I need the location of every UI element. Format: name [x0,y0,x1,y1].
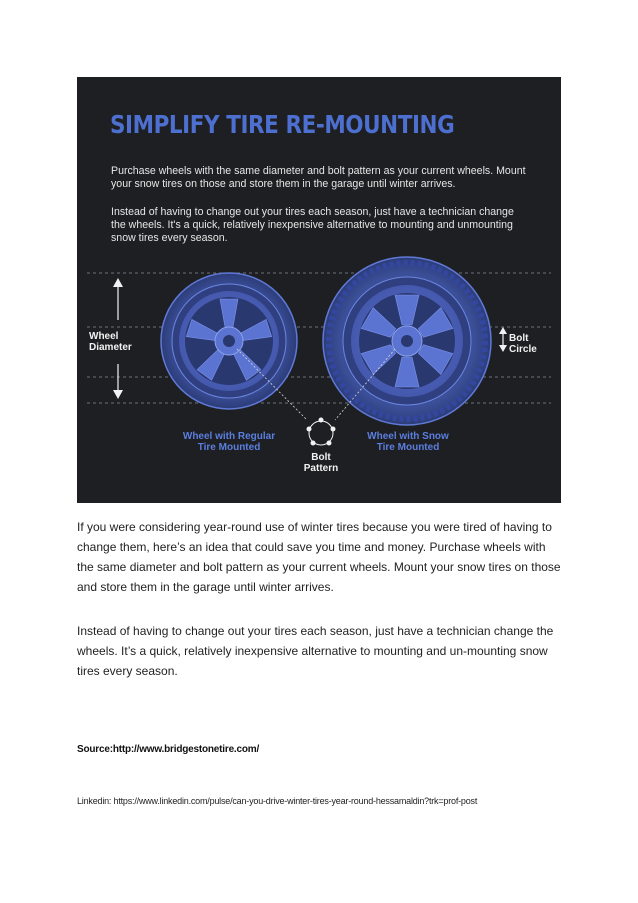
tire-remounting-infographic [77,77,561,503]
bolt-pattern-label-line1: Bolt [311,452,331,463]
wheel-diameter-label [89,331,141,353]
bolt-circle-label-line1: Bolt [509,333,529,344]
wheel-diameter-label-line2: Diameter [89,342,132,353]
bolt-pattern-icon [307,418,336,446]
source-link[interactable]: Source:http://www.bridgestonetire.com/ [77,744,260,755]
infographic-paragraph-2: Instead of having to change out your tires each season, just have a technician change the wheels. It's a quick, relatively inexpensive alternative to mounting and unmounting snow tires every season. [111,206,514,244]
regular-tire-label [169,431,289,453]
bolt-circle-label-line2: Circle [509,344,537,355]
linkedin-link[interactable]: Linkedin: https://www.linkedin.com/pulse/can-you-drive-winter-tires-year-round-hessamaldin?trk=prof-post [77,796,478,806]
bolt-circle-label [509,333,549,355]
snow-tire-label-line1: Wheel with Snow [367,431,449,442]
body-paragraph-1: If you were considering year-round use of winter tires because you were tired of having to change them, here’s an idea that could save you time and money. Purchase wheels with the same diameter and bolt pattern as your current wheels. Mount your snow tires on those and store them in the garage until winter arrives. [77,520,561,594]
bolt-pattern-label-line2: Pattern [303,463,339,474]
bolt-circle-arrow [499,327,507,352]
infographic-title: SIMPLIFY TIRE RE-MOUNTING [110,110,455,139]
wheel-diameter-label-line1: Wheel [89,331,119,342]
body-paragraph-2: Instead of having to change out your tires each season, just have a technician change the wheels. It’s a quick, relatively inexpensive alternative to mounting and un-mounting snow tires every season. [77,624,554,678]
regular-tire-label-line1: Wheel with Regular [182,431,276,442]
infographic-paragraph-1: Purchase wheels with the same diameter and bolt pattern as your current wheels. Mount your snow tires on those and store them in the garage until winter arrives. [111,165,526,190]
snow-tire-wheel [323,257,491,425]
regular-tire-label-line2: Tire Mounted [197,442,261,453]
snow-tire-label-line2: Tire Mounted [376,442,440,453]
bolt-pattern-label [297,452,345,474]
wheels-diagram [77,77,561,503]
snow-tire-label [353,431,463,453]
